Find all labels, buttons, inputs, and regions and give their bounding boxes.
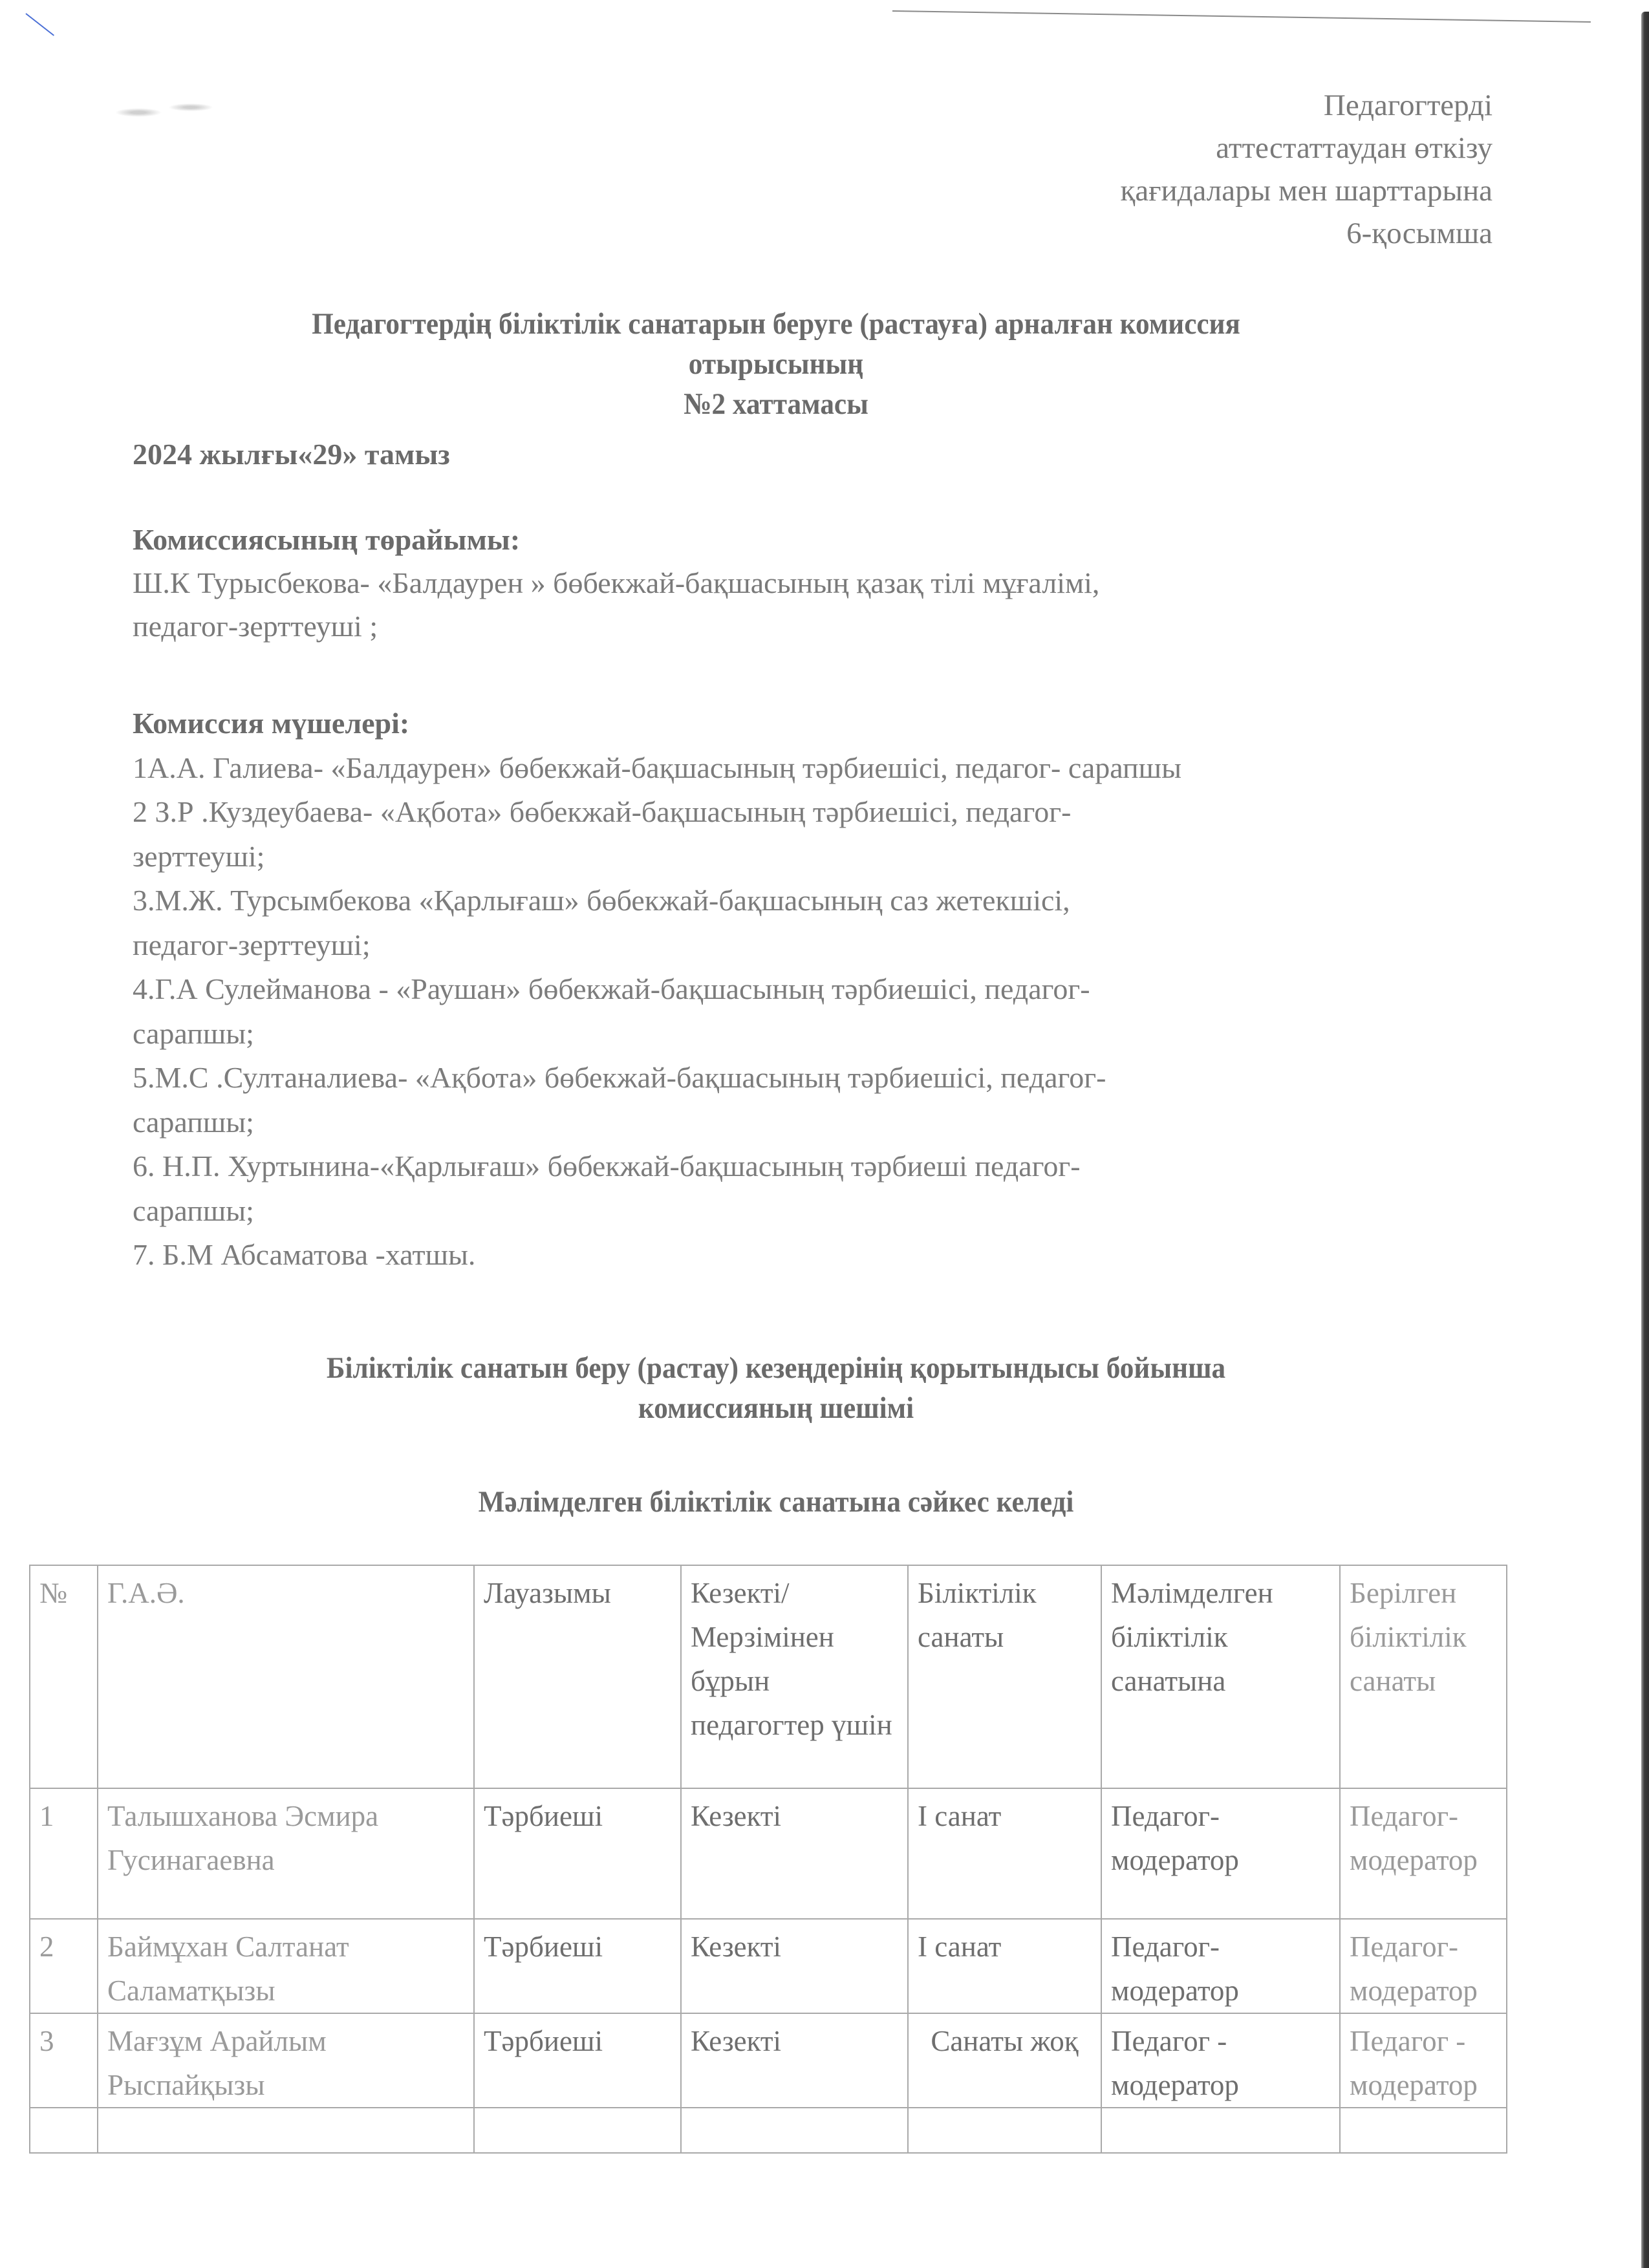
protocol-date: 2024 жылғы«29» тамыз xyxy=(133,438,450,471)
empty-cell xyxy=(1340,2108,1507,2153)
member-line: 1А.А. Галиева- «Балдаурен» бөбекжай-бақшасының тәрбиешісі, педагог- сарапшы xyxy=(133,751,1181,784)
decision-title-line1: Біліктілік санатын беру (растау) кезеңдерінің қорытындысы бойынша xyxy=(326,1351,1226,1385)
header-position: Лауазымы xyxy=(474,1565,681,1788)
cell-number: 3 xyxy=(30,2013,98,2108)
empty-cell xyxy=(30,2108,98,2153)
member-line: 4.Г.А Сулейманова - «Раушан» бөбекжай-бақшасының тәрбиешісі, педагог- xyxy=(133,972,1090,1005)
member-line: сарапшы; xyxy=(133,1016,254,1050)
protocol-title-line3: №2 хаттамасы xyxy=(684,387,868,421)
cell-declared: Педагог-модератор xyxy=(1101,1919,1340,2013)
protocol-title xyxy=(151,304,1401,424)
scan-top-edge-line xyxy=(892,10,1591,23)
cell-awarded: Педагог-модератор xyxy=(1340,1919,1507,2013)
header-number: № xyxy=(30,1565,98,1788)
member-line: сарапшы; xyxy=(133,1105,254,1139)
annex-header-line: қағидалары мен шарттарына xyxy=(1120,174,1493,208)
member-line: 5.М.С .Султаналиева- «Ақбота» бөбекжай-бақшасының тәрбиешісі, педагог- xyxy=(133,1061,1106,1094)
member-line: 3.М.Ж. Турсымбекова «Қарлығаш» бөбекжай-бақшасының саз жетекшісі, xyxy=(133,884,1070,917)
cell-position: Тәрбиеші xyxy=(474,1919,681,2013)
chair-line: педагог-зерттеуші ; xyxy=(133,610,378,643)
member-line: сарапшы; xyxy=(133,1193,254,1227)
cell-full-name: Талышханова Эсмира Гусинагаевна xyxy=(98,1788,474,1919)
member-line: 6. Н.П. Хуртынина-«Қарлығаш» бөбекжай-бақшасының тәрбиеші педагог- xyxy=(133,1150,1081,1182)
empty-cell xyxy=(98,2108,474,2153)
header-declared: Мәлімделген біліктілік санатына xyxy=(1101,1565,1340,1788)
empty-cell xyxy=(681,2108,908,2153)
decision-subtitle: Мәлімделген біліктілік санатына сәйкес келеді xyxy=(478,1485,1074,1519)
members-block xyxy=(133,701,1181,1278)
cell-full-name: Мағзұм Арайлым Рыспайқызы xyxy=(98,2013,474,2108)
cell-type: Кезекті xyxy=(681,1788,908,1919)
table-row xyxy=(30,1919,1507,2013)
table-header-row xyxy=(30,1565,1507,1788)
scan-smudge xyxy=(103,97,220,123)
table-row-empty xyxy=(30,2108,1507,2153)
empty-cell xyxy=(908,2108,1101,2153)
member-line: 2 З.Р .Куздеубаева- «Ақбота» бөбекжай-бақшасының тәрбиешісі, педагог- xyxy=(133,795,1072,828)
chair-heading: Комиссиясының төрайымы: xyxy=(133,523,521,556)
cell-number: 1 xyxy=(30,1788,98,1919)
cell-category: I санат xyxy=(908,1788,1101,1919)
cell-awarded: Педагог-модератор xyxy=(1340,1788,1507,1919)
annex-header-line: аттестаттаудан өткізу xyxy=(1216,131,1493,165)
member-line: педагог-зерттеуші; xyxy=(133,928,371,961)
cell-position: Тәрбиеші xyxy=(474,1788,681,1919)
results-table xyxy=(29,1565,1507,2154)
empty-cell xyxy=(1101,2108,1340,2153)
member-line: 7. Б.М Абсаматова -хатшы. xyxy=(133,1238,476,1271)
pen-mark xyxy=(25,13,54,36)
chair-line: Ш.К Турысбекова- «Балдаурен » бөбекжай-бақшасының қазақ тілі мұғалімі, xyxy=(133,566,1100,599)
cell-full-name: Баймұхан Салтанат Саламатқызы xyxy=(98,1919,474,2013)
cell-declared: Педагог-модератор xyxy=(1101,1788,1340,1919)
cell-awarded: Педагог - модератор xyxy=(1340,2013,1507,2108)
header-awarded: Берілген біліктілік санаты xyxy=(1340,1565,1507,1788)
decision-title xyxy=(151,1348,1401,1428)
cell-number: 2 xyxy=(30,1919,98,2013)
table-row xyxy=(30,2013,1507,2108)
cell-type: Кезекті xyxy=(681,1919,908,2013)
decision-title-line2: комиссияның шешімі xyxy=(638,1391,914,1425)
table-row xyxy=(30,1788,1507,1919)
members-heading: Комиссия мүшелері: xyxy=(133,707,410,740)
header-full-name: Г.А.Ә. xyxy=(98,1565,474,1788)
annex-header-line: 6-қосымша xyxy=(1346,217,1493,250)
cell-position: Тәрбиеші xyxy=(474,2013,681,2108)
protocol-title-line1: Педагогтердің біліктілік санатарын беруге (растауға) арналған комиссия xyxy=(312,307,1240,341)
scan-edge-shadow xyxy=(1641,12,1649,2268)
cell-type: Кезекті xyxy=(681,2013,908,2108)
annex-header-line: Педагогтерді xyxy=(1323,89,1493,122)
cell-declared: Педагог - модератор xyxy=(1101,2013,1340,2108)
annex-header xyxy=(1121,84,1493,255)
member-line: зерттеуші; xyxy=(133,839,265,873)
empty-cell xyxy=(474,2108,681,2153)
protocol-title-line2: отырысының xyxy=(688,347,864,381)
header-category: Біліктілік санаты xyxy=(908,1565,1101,1788)
cell-category: Санаты жоқ xyxy=(908,2013,1101,2108)
cell-category: I санат xyxy=(908,1919,1101,2013)
header-type: Кезекті/ Мерзімінен бұрын педагогтер үшін xyxy=(681,1565,908,1788)
